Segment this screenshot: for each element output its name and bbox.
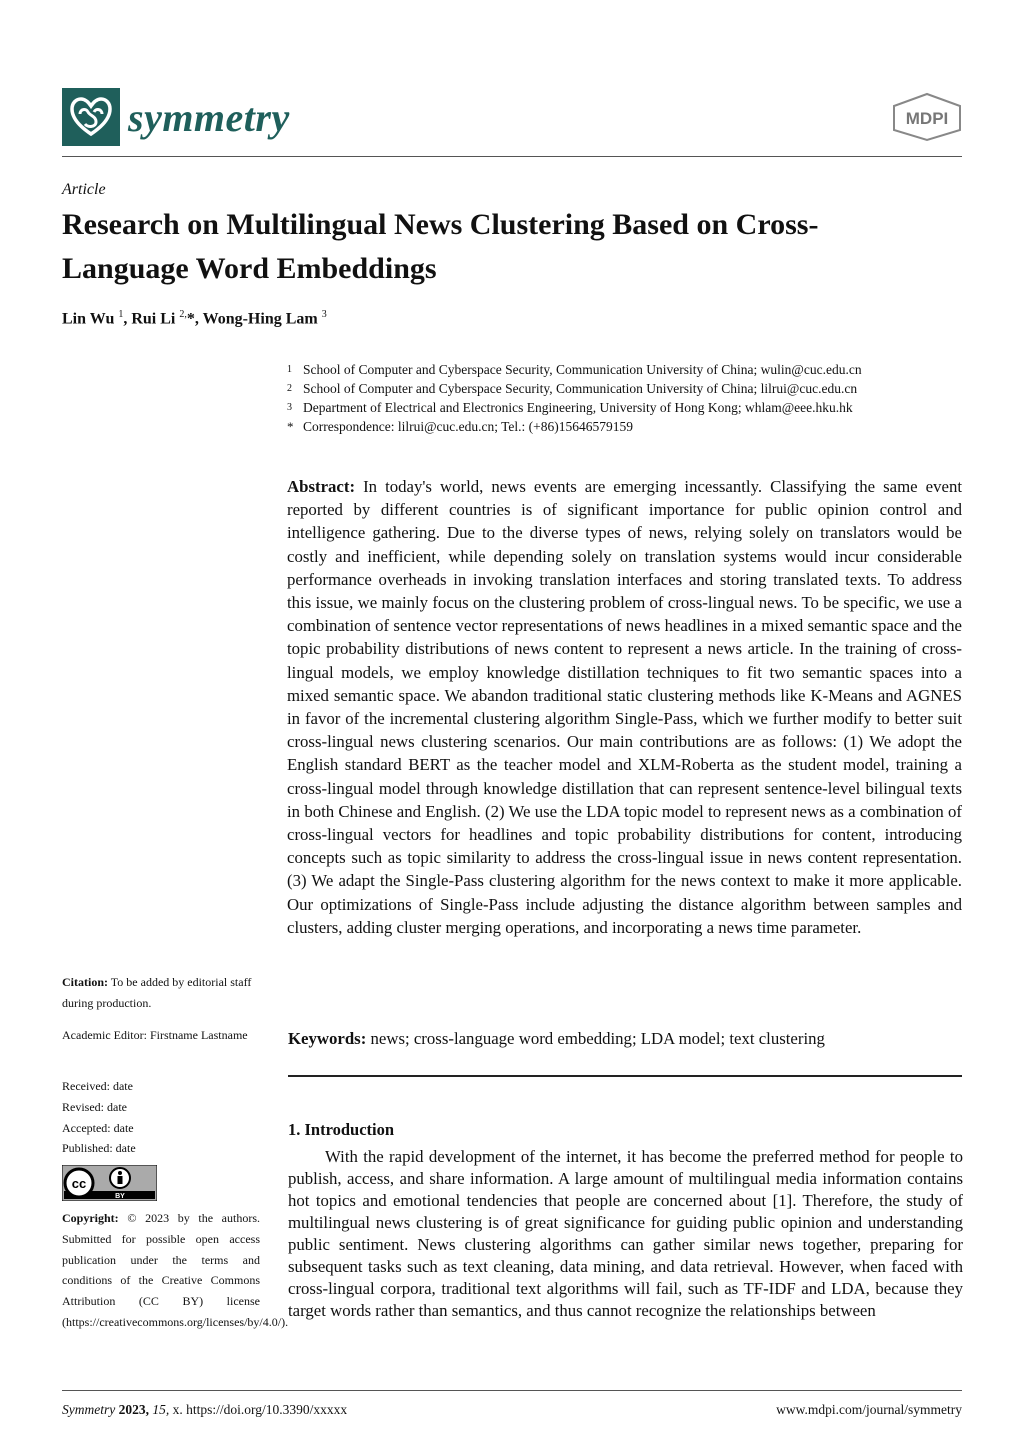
- abstract-label: Abstract:: [287, 477, 356, 496]
- affiliation: [287, 398, 967, 417]
- footer-divider: [62, 1390, 962, 1391]
- copyright-notice: [62, 1208, 289, 1333]
- journal-url[interactable]: www.mdpi.com/journal/symmetry: [776, 1402, 962, 1417]
- accepted-date: Accepted: date: [62, 1120, 134, 1135]
- keywords-divider: [288, 1075, 962, 1077]
- mdpi-logo: [890, 92, 964, 146]
- svg-text:cc: cc: [71, 1176, 87, 1191]
- author-name: Wong-Hing Lam: [202, 310, 318, 328]
- keywords-text: news; cross-language word embedding; LDA model; text clustering: [370, 1029, 825, 1048]
- citation-note: [62, 972, 260, 1014]
- affiliation: [287, 360, 967, 379]
- published-date: Published: date: [62, 1141, 136, 1156]
- affiliation-text: Correspondence: lilrui@cuc.edu.cn; Tel.: (+86)15646579159: [303, 419, 634, 434]
- footer-year: 2023,: [118, 1402, 149, 1417]
- introduction-paragraph: With the rapid development of the internet, it has become the preferred method for people to publish, access, and share information. A large amount of multilingual media information contains hot topics and emotional tendencies that people are concerned about [1]. Therefore, the study of multilingual news clustering is of great significance for guiding public opinion and understanding public sentiment. News clustering algorithms can gather similar news together, preparing for subsequent tasks such as text cleaning, data mining, and data retrieval. However, when faced with cross-lingual corpora, traditional text algorithms will fail, such as TF-IDF and LDA, because they target words rather than semantics, and thus cannot recognize the relationships between: [288, 1147, 963, 1320]
- citation-label: Citation:: [62, 975, 108, 989]
- symmetry-logo-icon: [62, 88, 120, 146]
- keywords-label: Keywords:: [288, 1029, 367, 1048]
- article-type: Article: [62, 181, 106, 198]
- author-list: Lin Wu $^1$, Rui Li $^{2,}$*, Wong-Hing Lam $^3$: [62, 309, 327, 328]
- revised-date: Revised: date: [62, 1099, 127, 1114]
- affiliation-text: Department of Electrical and Electronics Engineering, University of Hong Kong; whlam@eee.hku.hk: [303, 400, 853, 415]
- abstract-text: In today's world, news events are emerging incessantly. Classifying the same event reported by different countries is of significant importance for public opinion control and intelligence gathering. Due to the diverse types of news, relying solely on translators would be costly and inefficient, while depending solely on translation systems would incur considerable performance overheads in invoking translation interfaces and storing translated texts. To address this issue, we mainly focus on the clustering problem of cross-lingual news. To be specific, we use a combination of sentence vector representations of news headlines in a mixed semantic space and the topic probability distributions of news content to represent a news article. In the training of cross-lingual models, we employ knowledge distillation techniques to fit two semantic spaces into a mixed semantic space. We abandon traditional static clustering methods like K-Means and AGNES in favor of the incremental clustering algorithm Single-Pass, which we further modify to better suit cross-lingual news clustering scenarios. Our main contributions are as follows: (1) We adopt the English standard BERT as the teacher model and XLM-Roberta as the student model, training a cross-lingual model through knowledge distillation that can represent sentence-level bilingual texts in both Chinese and English. (2) We use the LDA topic model to represent news as a combination of cross-lingual vectors for headlines and topic probability distributions for content, introducing concepts such as topic similarity to address the cross-lingual issue in news content representation. (3) We adapt the Single-Pass clustering algorithm for the news context to make it more applicable. Our optimizations of Single-Pass include adjusting the distance algorithm between samples and clusters, adding cluster merging operations, and incorporating a news time parameter.: [287, 477, 962, 937]
- author-name: Lin Wu: [62, 310, 115, 328]
- footer-citation: [62, 1402, 347, 1418]
- header-divider: [62, 156, 962, 157]
- license-badge-text: BY: [115, 1193, 125, 1200]
- publisher-name: MDPI: [905, 109, 949, 128]
- journal-name: symmetry: [128, 94, 290, 140]
- affiliation-number: *: [287, 419, 294, 434]
- corresponding-star: *: [186, 310, 195, 328]
- journal-logo: [62, 88, 290, 146]
- author-affil-ref: 3: [321, 309, 327, 320]
- copyright-text: © 2023 by the authors. Submitted for possible open access publication under the terms and conditions of the Creative Commons Attribution (CC BY) license (https://creativecommons.org/licenses/by/4.0/).: [62, 1211, 289, 1329]
- affiliation-text: School of Computer and Cyberspace Security, Communication University of China; wulin@cuc.edu.cn: [303, 362, 862, 377]
- affiliation-number: 3: [287, 402, 292, 413]
- copyright-label: Copyright:: [62, 1211, 119, 1225]
- footer-doi[interactable]: x. https://doi.org/10.3390/xxxxx: [172, 1402, 348, 1417]
- affiliation-number: 1: [287, 364, 292, 375]
- publication-dates: [62, 1076, 260, 1159]
- author-affil-ref: 1: [118, 309, 124, 320]
- keywords: [288, 1029, 963, 1049]
- author-affil-ref: 2,: [179, 309, 187, 320]
- academic-editor: Academic Editor: Firstname Lastname: [62, 1028, 248, 1042]
- footer-journal: Symmetry: [62, 1402, 116, 1417]
- citation-text: To be added by editorial staff during production.: [62, 975, 252, 1010]
- affiliation-text: School of Computer and Cyberspace Security, Communication University of China; lilrui@cuc.edu.cn: [303, 381, 858, 396]
- article-title: Research on Multilingual News Clustering Based on Cross-Language Word Embeddings: [62, 208, 819, 285]
- cc-by-license-icon: [62, 1165, 157, 1205]
- affiliation: [287, 379, 967, 398]
- section-heading: 1. Introduction: [288, 1120, 395, 1139]
- footer-volume: 15,: [152, 1402, 170, 1417]
- affiliation-list: [287, 360, 967, 436]
- correspondence: [287, 417, 967, 436]
- received-date: Received: date: [62, 1079, 133, 1093]
- abstract: [287, 475, 962, 939]
- affiliation-number: 2: [287, 383, 292, 394]
- author-name: Rui Li: [131, 310, 176, 328]
